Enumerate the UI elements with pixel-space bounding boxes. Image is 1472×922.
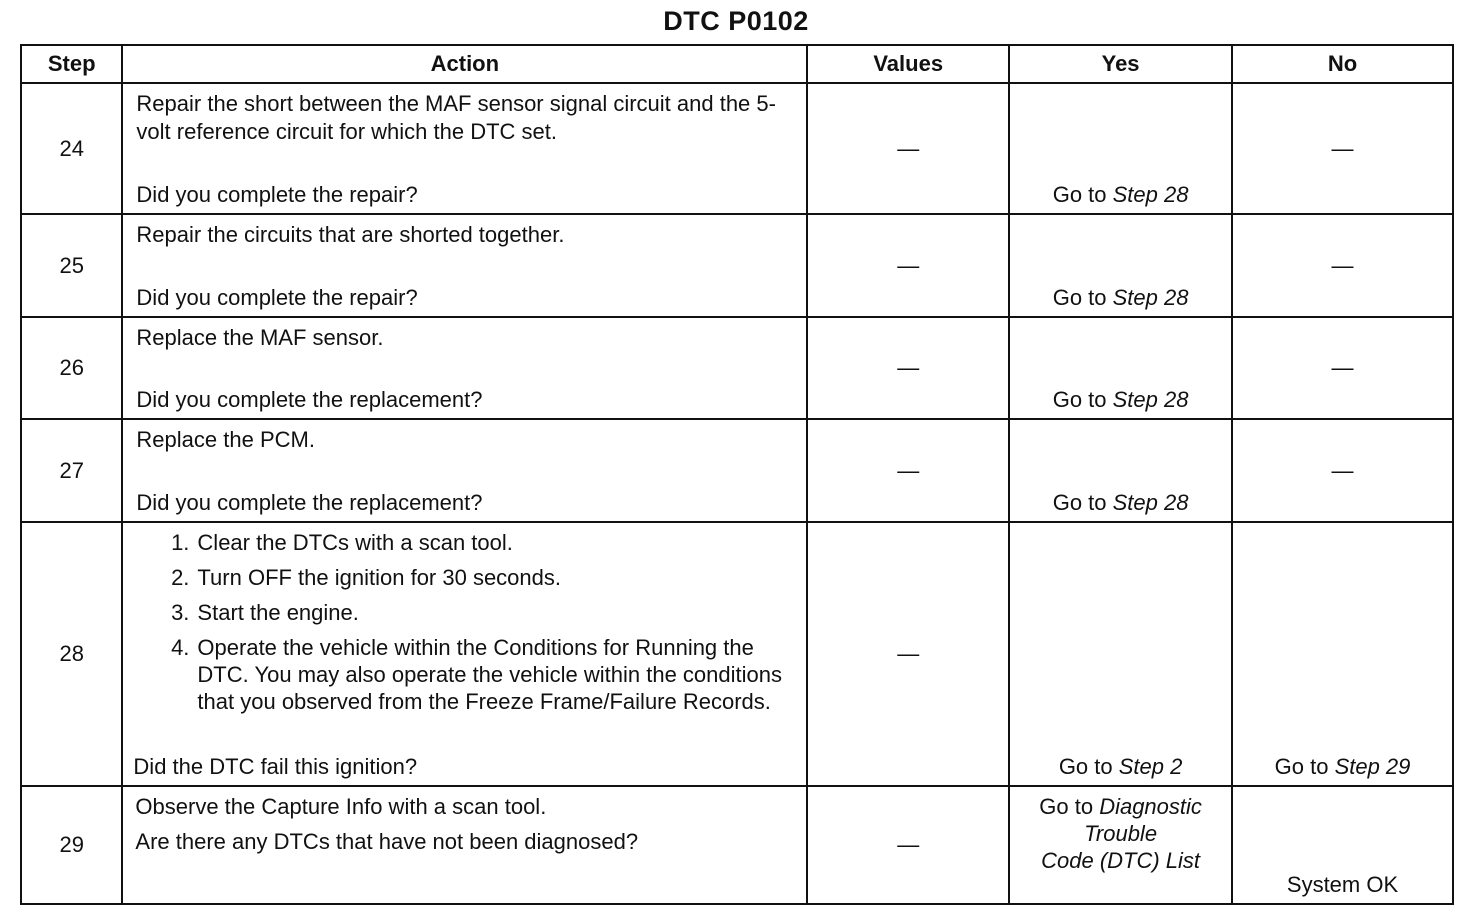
action-cell [122, 522, 807, 786]
list-item-number: 4. [171, 635, 190, 660]
action-cell [122, 83, 807, 214]
values-dash: — [897, 252, 920, 278]
action-question: Are there any DTCs that have not been diagnosed? [135, 829, 639, 854]
no-cell [1232, 419, 1453, 522]
values-cell [807, 214, 1009, 317]
step-number: 28 [21, 522, 122, 786]
goto-prefix: Go to [1052, 490, 1113, 515]
header-no: No [1232, 45, 1453, 83]
action-question: Did you complete the replacement? [136, 387, 483, 412]
table-row [21, 786, 1453, 904]
action-question: Did the DTC fail this ignition? [133, 754, 418, 779]
page-title: DTC P0102 [663, 6, 809, 36]
header-yes: Yes [1009, 45, 1232, 83]
dtc-list-link-line2[interactable]: Trouble [1084, 821, 1158, 846]
action-question: Did you complete the repair? [136, 285, 418, 310]
table-row [21, 83, 1453, 214]
table-row [21, 214, 1453, 317]
goto-prefix: Go to [1052, 387, 1113, 412]
step-number: 27 [21, 419, 122, 522]
goto-prefix: Go to [1052, 182, 1113, 207]
dtc-list-link-line3[interactable]: Code (DTC) List [1041, 848, 1201, 873]
values-dash: — [897, 641, 920, 666]
no-cell [1232, 786, 1453, 904]
list-item-text: Operate the vehicle within the Conditions for Running the DTC. You may also operate the vehicle within the conditions that you observed from the Freeze Frame/Failure Records. [197, 635, 782, 714]
step-link[interactable]: Step 28 [1112, 490, 1189, 515]
yes-goto [1010, 386, 1231, 414]
goto-prefix: Go to [1039, 794, 1100, 819]
header-values: Values [807, 45, 1009, 83]
no-dash: — [1331, 135, 1354, 161]
yes-cell [1009, 522, 1232, 786]
yes-goto [1010, 489, 1231, 517]
action-question: Did you complete the repair? [136, 182, 418, 207]
no-cell [1232, 522, 1453, 786]
list-item-number: 1. [171, 530, 190, 555]
list-item [133, 599, 796, 626]
no-dash: — [1331, 457, 1354, 483]
list-item-number: 3. [171, 600, 190, 625]
header-row [21, 45, 1453, 83]
list-item-text: Turn OFF the ignition for 30 seconds. [197, 565, 562, 590]
values-dash: — [897, 135, 920, 161]
action-cell [122, 317, 807, 419]
diagnostic-table [20, 44, 1454, 905]
list-item [133, 529, 796, 556]
values-cell [807, 83, 1009, 214]
values-cell [807, 522, 1009, 786]
header-step: Step [21, 45, 122, 83]
values-cell [807, 786, 1009, 904]
yes-cell [1009, 317, 1232, 419]
no-dash: — [1331, 355, 1354, 380]
list-item-text: Clear the DTCs with a scan tool. [197, 530, 513, 555]
step-number: 29 [21, 786, 122, 904]
step-link[interactable]: Step 28 [1112, 182, 1189, 207]
no-cell [1232, 317, 1453, 419]
values-dash: — [897, 355, 920, 380]
yes-cell [1009, 214, 1232, 317]
no-result: System OK [1286, 872, 1399, 897]
goto-prefix: Go to [1058, 754, 1119, 779]
yes-goto [1010, 181, 1231, 209]
values-cell [807, 317, 1009, 419]
step-number: 24 [21, 83, 122, 214]
action-question: Did you complete the replacement? [136, 490, 483, 515]
goto-prefix: Go to [1274, 754, 1335, 779]
list-item-text: Start the engine. [197, 600, 359, 625]
values-cell [807, 419, 1009, 522]
yes-cell [1009, 786, 1232, 904]
step-link[interactable]: Step 29 [1334, 754, 1411, 779]
values-dash: — [897, 457, 920, 483]
table-row [21, 419, 1453, 522]
values-dash: — [897, 832, 920, 857]
action-text: Replace the PCM. [136, 427, 315, 452]
action-cell [122, 214, 807, 317]
action-cell [122, 419, 807, 522]
action-steps-list [133, 529, 796, 715]
step-number: 26 [21, 317, 122, 419]
list-item-number: 2. [171, 565, 190, 590]
yes-cell [1009, 419, 1232, 522]
yes-cell [1009, 83, 1232, 214]
step-link[interactable]: Step 28 [1112, 387, 1189, 412]
no-dash: — [1331, 252, 1354, 278]
action-text: Repair the short between the MAF sensor signal circuit and the 5-volt reference circuit for which the DTC set. [136, 91, 776, 144]
step-number: 25 [21, 214, 122, 317]
step-link[interactable]: Step 2 [1118, 754, 1183, 779]
header-action: Action [122, 45, 807, 83]
action-cell [122, 786, 807, 904]
no-cell [1232, 214, 1453, 317]
table-row [21, 317, 1453, 419]
table-row [21, 522, 1453, 786]
yes-goto [1010, 793, 1231, 874]
yes-goto [1010, 753, 1231, 781]
goto-prefix: Go to [1052, 285, 1113, 310]
dtc-list-link[interactable]: Diagnostic [1099, 794, 1202, 819]
no-cell [1232, 83, 1453, 214]
list-item [133, 564, 796, 591]
yes-goto [1010, 284, 1231, 312]
action-text: Replace the MAF sensor. [136, 325, 384, 350]
list-item [133, 634, 796, 715]
action-text: Repair the circuits that are shorted together. [136, 222, 565, 247]
action-text: Observe the Capture Info with a scan tool. [135, 794, 547, 819]
step-link[interactable]: Step 28 [1112, 285, 1189, 310]
no-goto [1233, 753, 1452, 781]
